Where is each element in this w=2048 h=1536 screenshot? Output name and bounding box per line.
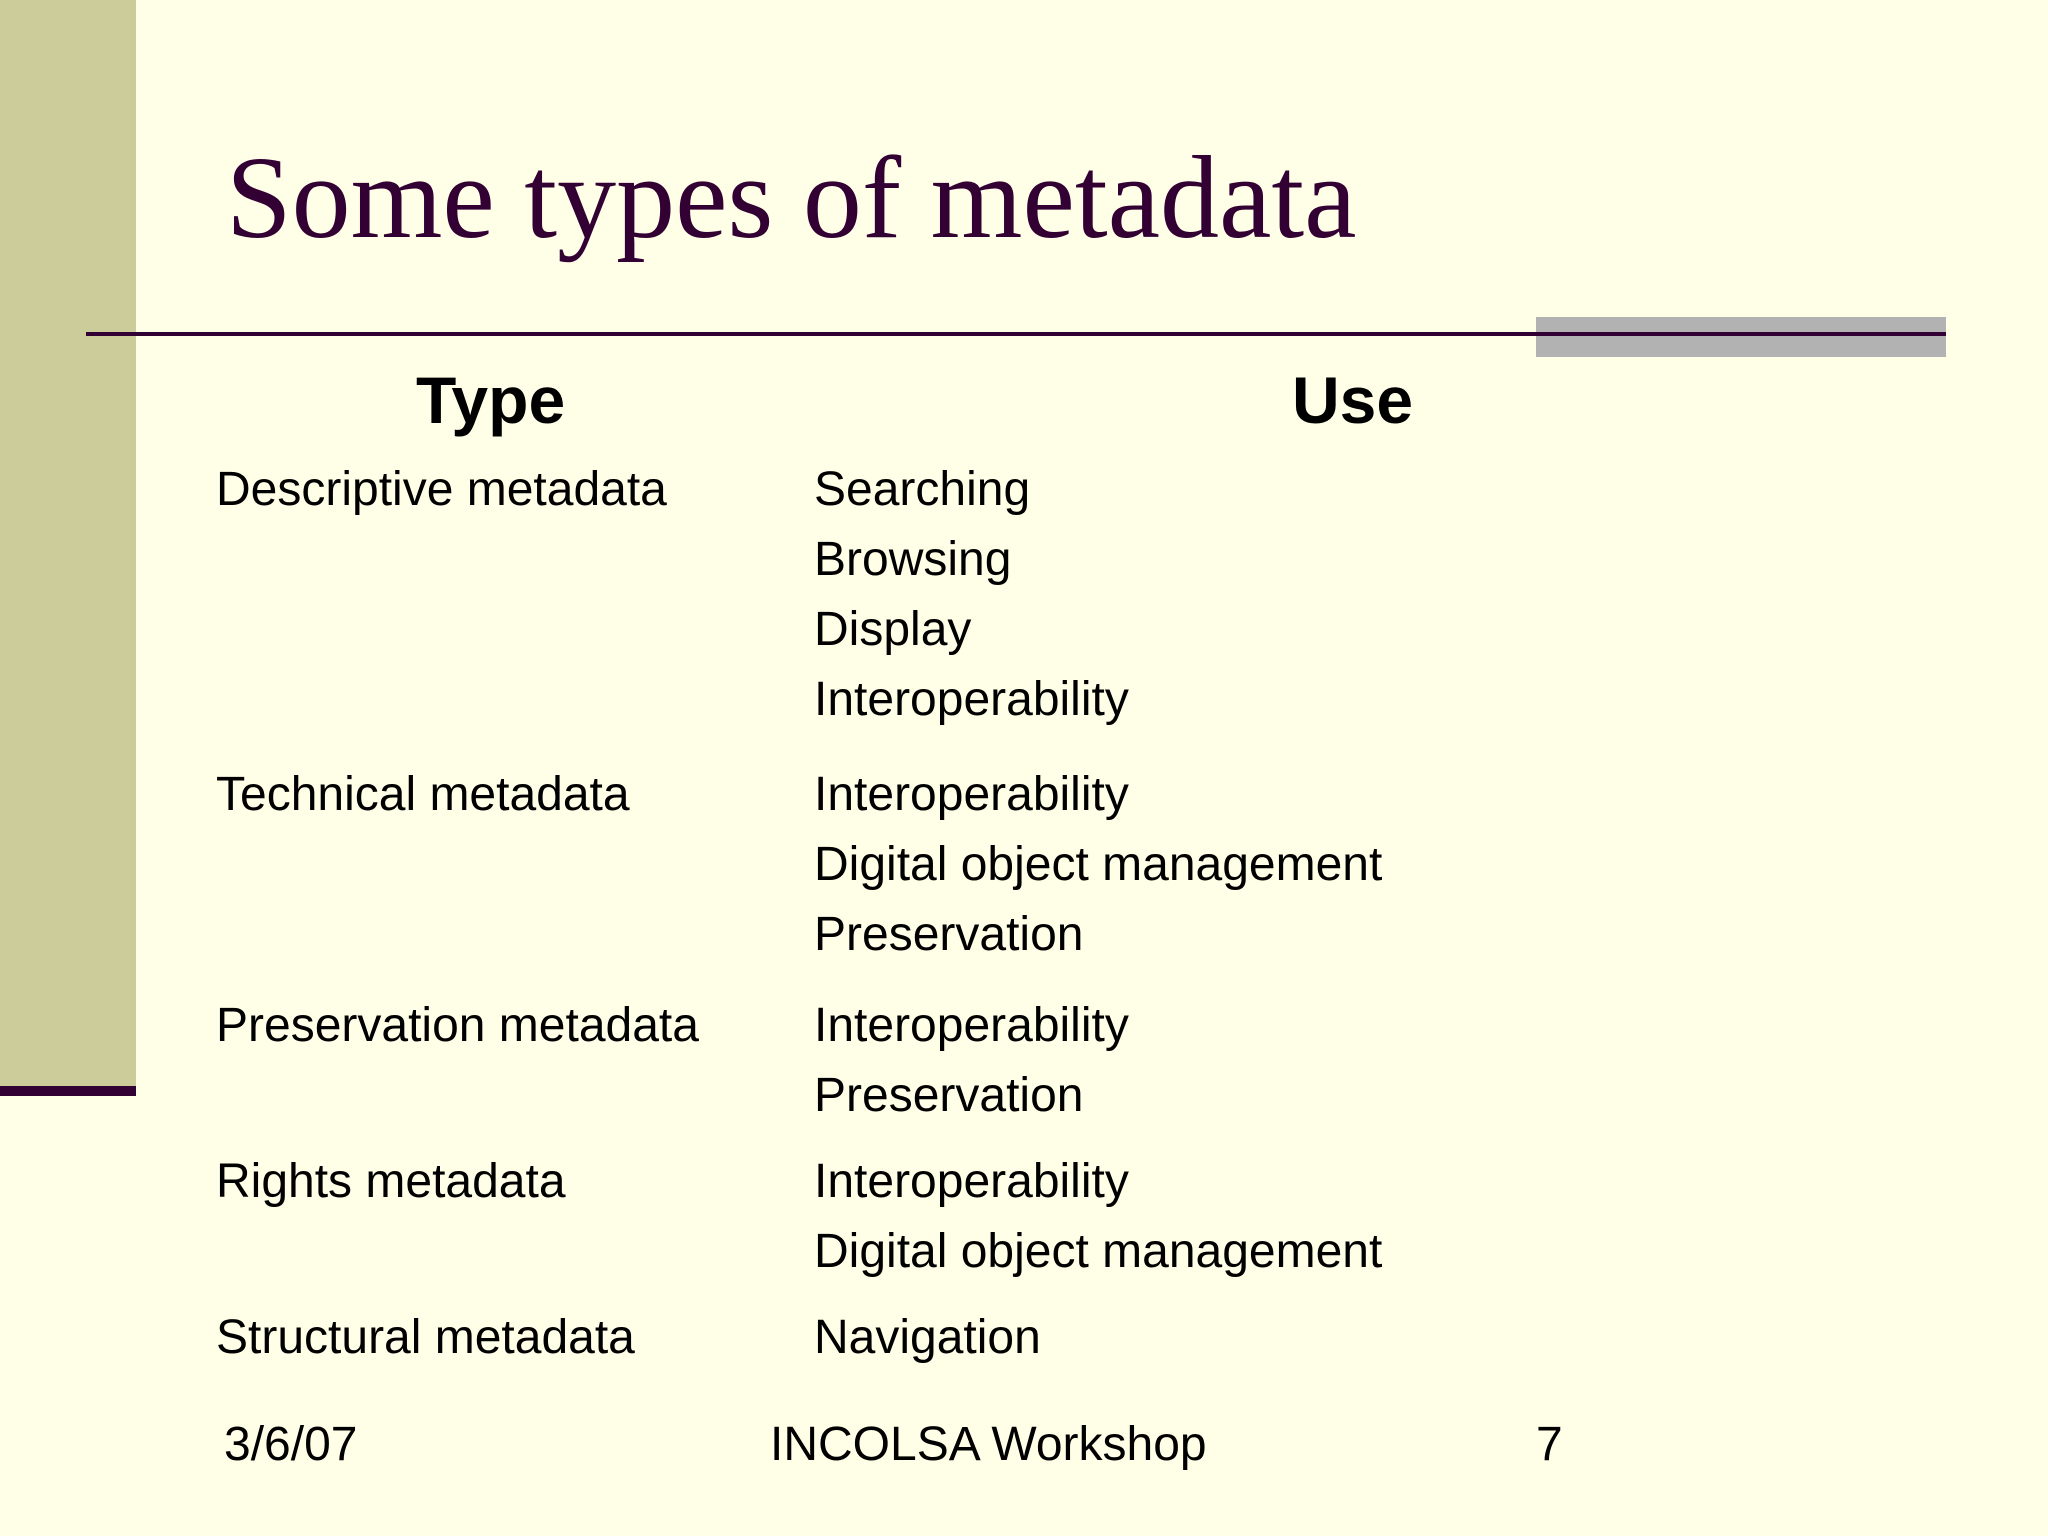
title-divider-accent <box>1536 317 1946 357</box>
table-row-uses <box>814 760 1382 970</box>
table-row-type: Descriptive metadata <box>216 463 667 516</box>
use-item: Interoperability <box>814 999 1129 1052</box>
table-row-uses <box>814 1147 1382 1287</box>
use-item: Interoperability <box>814 673 1129 726</box>
use-item: Interoperability <box>814 768 1129 821</box>
left-sidebar-rule <box>0 1086 136 1096</box>
column-header-type: Type <box>416 363 566 437</box>
use-item: Digital object management <box>814 1225 1383 1278</box>
table-row-type: Structural metadata <box>216 1311 635 1364</box>
use-item: Interoperability <box>814 1155 1129 1208</box>
table-row-type: Technical metadata <box>216 768 630 821</box>
table-row-type: Preservation metadata <box>216 999 699 1052</box>
footer-title: INCOLSA Workshop <box>770 1418 1207 1471</box>
table-row-type: Rights metadata <box>216 1155 566 1208</box>
use-item: Display <box>814 603 972 656</box>
table-row-uses <box>814 1303 1041 1373</box>
use-item: Digital object management <box>814 838 1383 891</box>
left-sidebar-band <box>0 0 136 1086</box>
slide-title: Some types of metadata <box>226 132 1357 263</box>
use-item: Preservation <box>814 908 1084 961</box>
footer-date: 3/6/07 <box>224 1418 358 1471</box>
title-divider-accent-line <box>1536 332 1946 336</box>
use-item: Preservation <box>814 1069 1084 1122</box>
page-number: 7 <box>1536 1418 1563 1471</box>
use-item: Navigation <box>814 1311 1041 1364</box>
use-item: Browsing <box>814 533 1012 586</box>
table-row-uses <box>814 455 1129 735</box>
use-item: Searching <box>814 463 1031 516</box>
table-row-uses <box>814 991 1129 1131</box>
column-header-use: Use <box>1292 363 1414 437</box>
